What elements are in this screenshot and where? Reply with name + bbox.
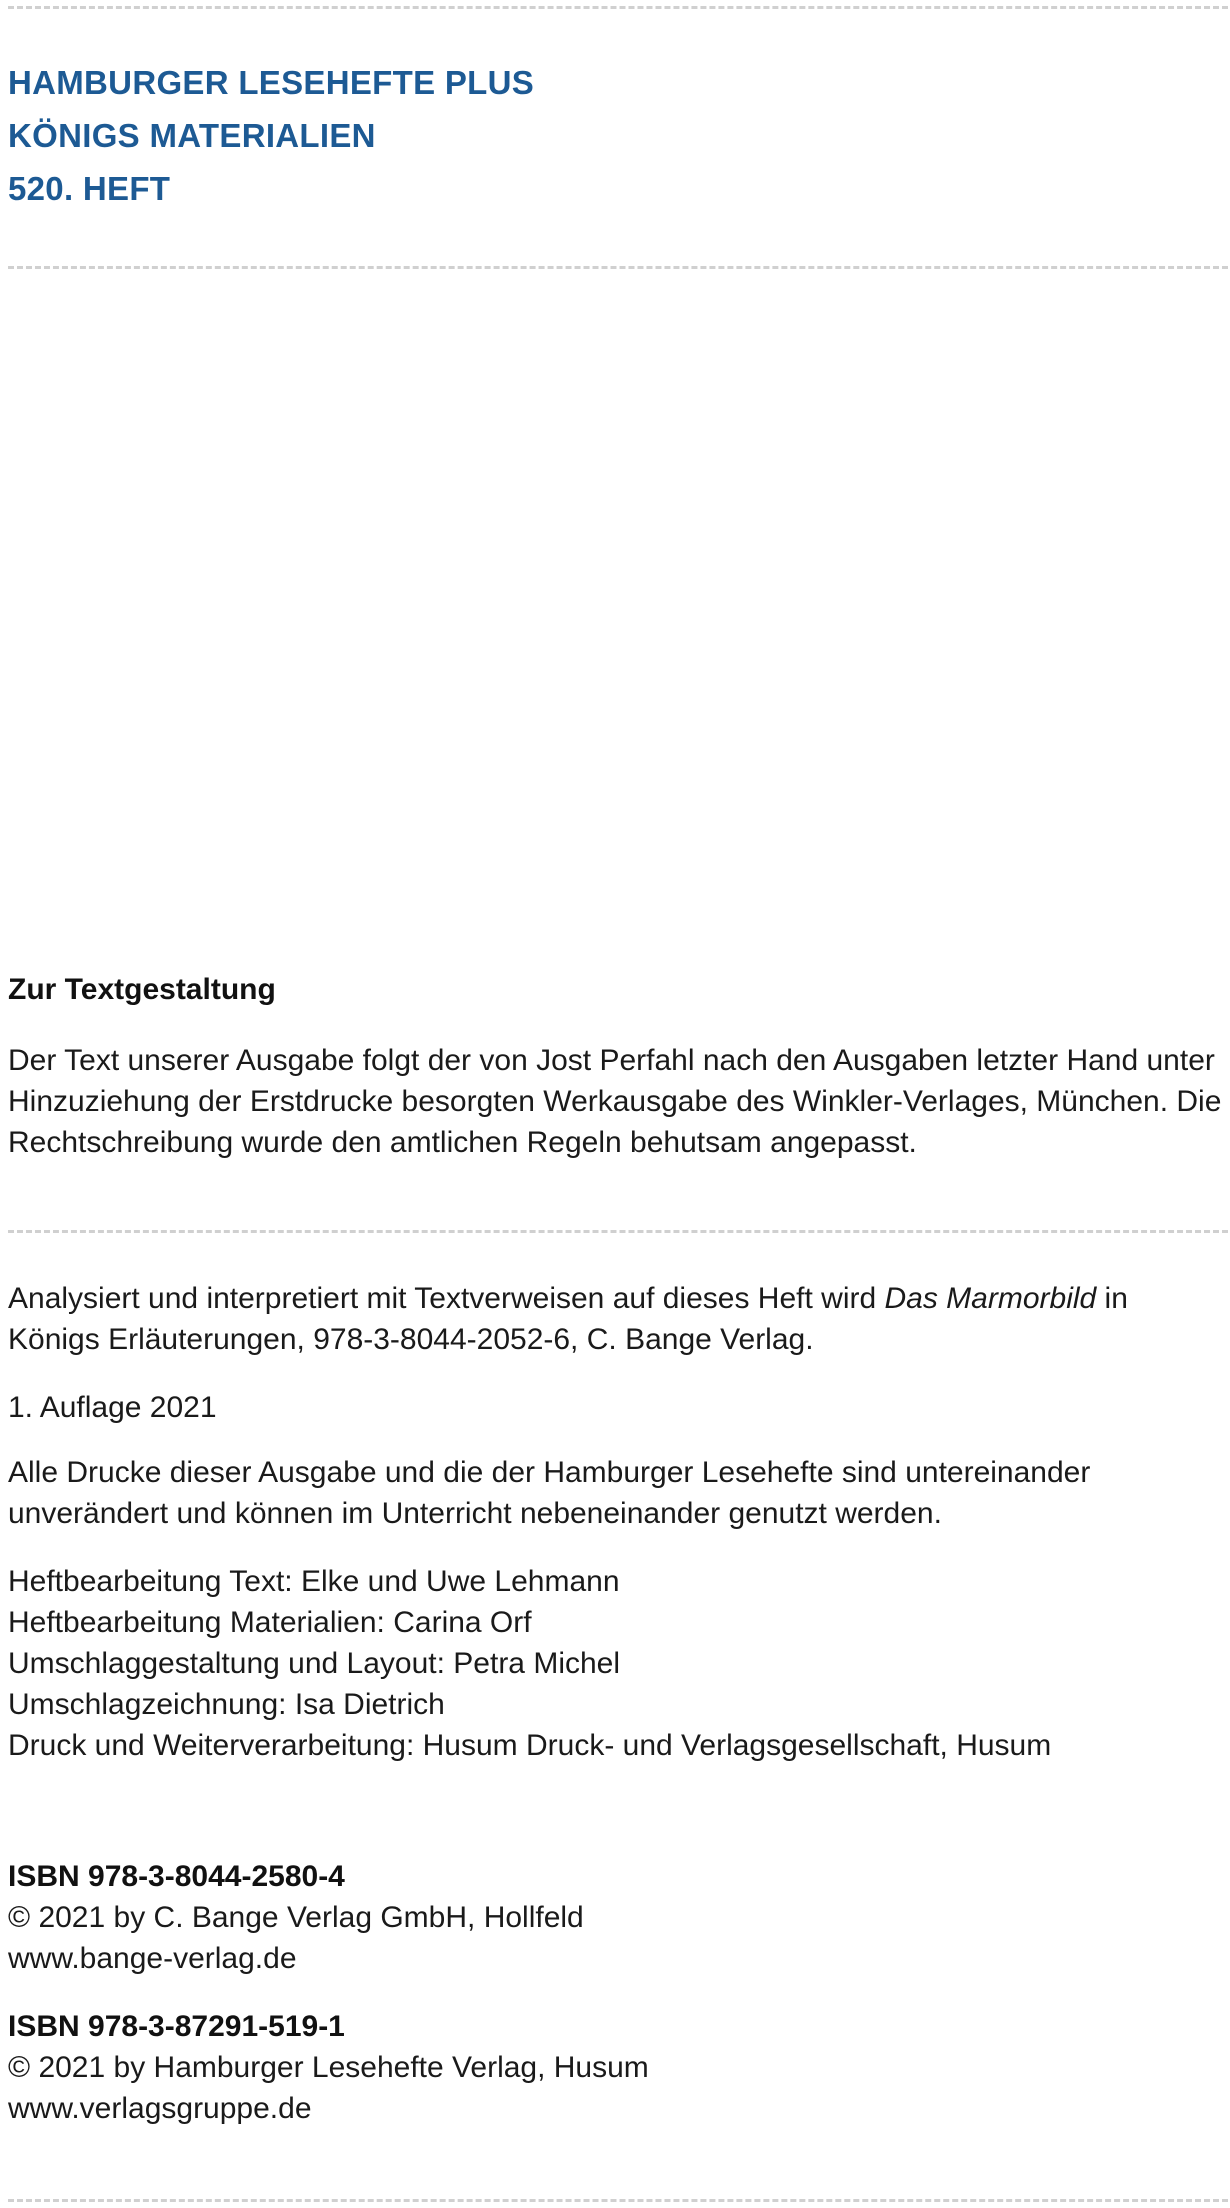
divider-header [8, 266, 1228, 269]
series-title: HAMBURGER LESEHEFTE PLUS [8, 64, 535, 101]
text-design-body: Der Text unserer Ausgabe folgt der von Jost Perfahl nach den Ausgaben letzter Hand unter Hinzuziehung der Erstdrucke besorgten Werkausgabe des Winkler-Verlages, München. Die Rechtschreibung wurde den amtlichen Regeln behutsam angepasst. [8, 1044, 1222, 1159]
issue-number: 520. HEFT [8, 170, 171, 207]
prints-note: Alle Drucke dieser Ausgabe und die der Hamburger Lesehefte sind untereinander unverändert und können im Unterricht nebeneinander genutzt werden. [8, 1456, 1091, 1530]
analysis-intro: Analysiert und interpretiert mit Textverweisen auf dieses Heft wird [8, 1282, 885, 1315]
text-design-heading: Zur Textgestaltung [8, 973, 276, 1006]
isbn-bange: ISBN 978-3-8044-2580-4 [8, 1860, 345, 1893]
website-hamburger: www.verlagsgruppe.de [8, 2092, 312, 2125]
analysis-note [8, 1278, 1223, 1360]
website-bange: www.bange-verlag.de [8, 1942, 297, 1975]
copyright-hamburger: © 2021 by Hamburger Lesehefte Verlag, Husum [8, 2051, 649, 2084]
divider-bottom [8, 2199, 1228, 2202]
credit-line: Umschlagzeichnung: Isa Dietrich [8, 1688, 445, 1721]
publisher-block-hamburger [8, 2006, 1223, 2129]
copyright-bange: © 2021 by C. Bange Verlag GmbH, Hollfeld [8, 1901, 584, 1934]
work-title: Das Marmorbild [884, 1282, 1097, 1315]
series-subtitle: KÖNIGS MATERIALIEN [8, 117, 376, 154]
divider-middle [8, 1230, 1228, 1233]
credit-line: Heftbearbeitung Materialien: Carina Orf [8, 1606, 532, 1639]
publisher-block-bange [8, 1856, 1223, 1979]
isbn-hamburger: ISBN 978-3-87291-519-1 [8, 2010, 345, 2043]
analysis-reference: in Königs Erläuterungen, 978-3-8044-2052-6, C. Bange Verlag. [8, 1282, 1128, 1356]
series-header [8, 56, 534, 215]
credits-list [8, 1561, 1223, 1766]
credit-line: Umschlaggestaltung und Layout: Petra Michel [8, 1647, 621, 1680]
credit-line: Druck und Weiterverarbeitung: Husum Druck- und Verlagsgesellschaft, Husum [8, 1729, 1052, 1762]
divider-top [8, 6, 1228, 9]
edition-line: 1. Auflage 2021 [8, 1391, 217, 1424]
credit-line: Heftbearbeitung Text: Elke und Uwe Lehmann [8, 1565, 620, 1598]
